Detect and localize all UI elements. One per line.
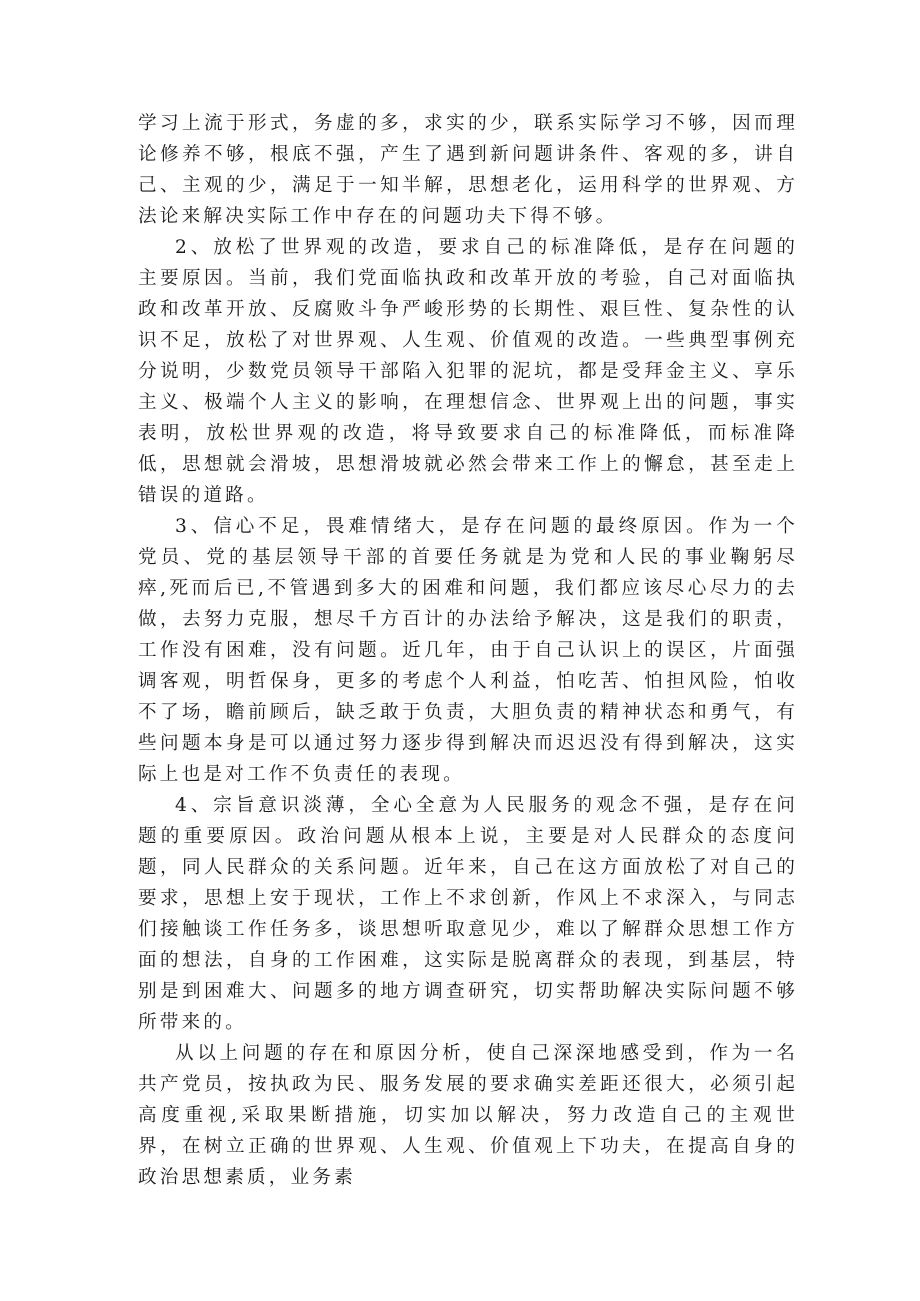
paragraph-3: 3、信心不足，畏难情绪大，是存在问题的最终原因。作为一个党员、党的基层领导干部的首要任务就是为党和人民的事业鞠躬尽瘁,死而后已,不管遇到多大的困难和问题，我们都应该尽心尽力的去做，去努力克服，想尽千方百计的办法给予解决，这是我们的职责，工作没有困难，没有问题。近几年，由于自己认识上的误区，片面强调客观，明哲保身，更多的考虑个人利益，怕吃苦、怕担风险，怕收不了场，瞻前顾后，缺乏敢于负责，大胆负责的精神状态和勇气，有些问题本身是可以通过努力逐步得到解决而迟迟没有得到解决，这实际上也是对工作不负责任的表现。: [138, 516, 798, 785]
document-body: [138, 108, 798, 1193]
paragraph-4: 4、宗旨意识淡薄，全心全意为人民服务的观念不强，是存在问题的重要原因。政治问题从根本上说，主要是对人民群众的态度问题，同人民群众的关系问题。近年来，自己在这方面放松了对自己的要求，思想上安于现状，工作上不求创新，作风上不求深入，与同志们接触谈工作任务多，谈思想听取意见少，难以了解群众思想工作方面的想法，自身的工作困难，这实际是脱离群众的表现，到基层，特别是到困难大、问题多的地方调查研究，切实帮助解决实际问题不够所带来的。: [138, 795, 798, 1033]
paragraph-continuation: 学习上流于形式，务虚的多，求实的少，联系实际学习不够，因而理论修养不够，根底不强，产生了遇到新问题讲条件、客观的多，讲自己、主观的少，满足于一知半解，思想老化，运用科学的世界观、方法论来解决实际工作中存在的问题功夫下得不够。: [138, 113, 798, 227]
paragraph-conclusion: 从以上问题的存在和原因分析，使自己深深地感受到，作为一名共产党员，按执政为民、服务发展的要求确实差距还很大，必须引起高度重视,采取果断措施，切实加以解决，努力改造自己的主观世界，在树立正确的世界观、人生观、价值观上下功夫，在提高自身的政治思想素质，业务素: [138, 1043, 798, 1188]
paragraph-2: 2、放松了世界观的改造，要求自己的标准降低，是存在问题的主要原因。当前，我们党面临执政和改革开放的考验，自己对面临执政和改革开放、反腐败斗争严峻形势的长期性、艰巨性、复杂性的认识不足，放松了对世界观、人生观、价值观的改造。一些典型事例充分说明，少数党员领导干部陷入犯罪的泥坑，都是受拜金主义、享乐主义、极端个人主义的影响，在理想信念、世界观上出的问题，事实表明，放松世界观的改造，将导致要求自己的标准降低，而标准降低，思想就会滑坡，思想滑坡就必然会带来工作上的懈怠，甚至走上错误的道路。: [138, 237, 798, 506]
